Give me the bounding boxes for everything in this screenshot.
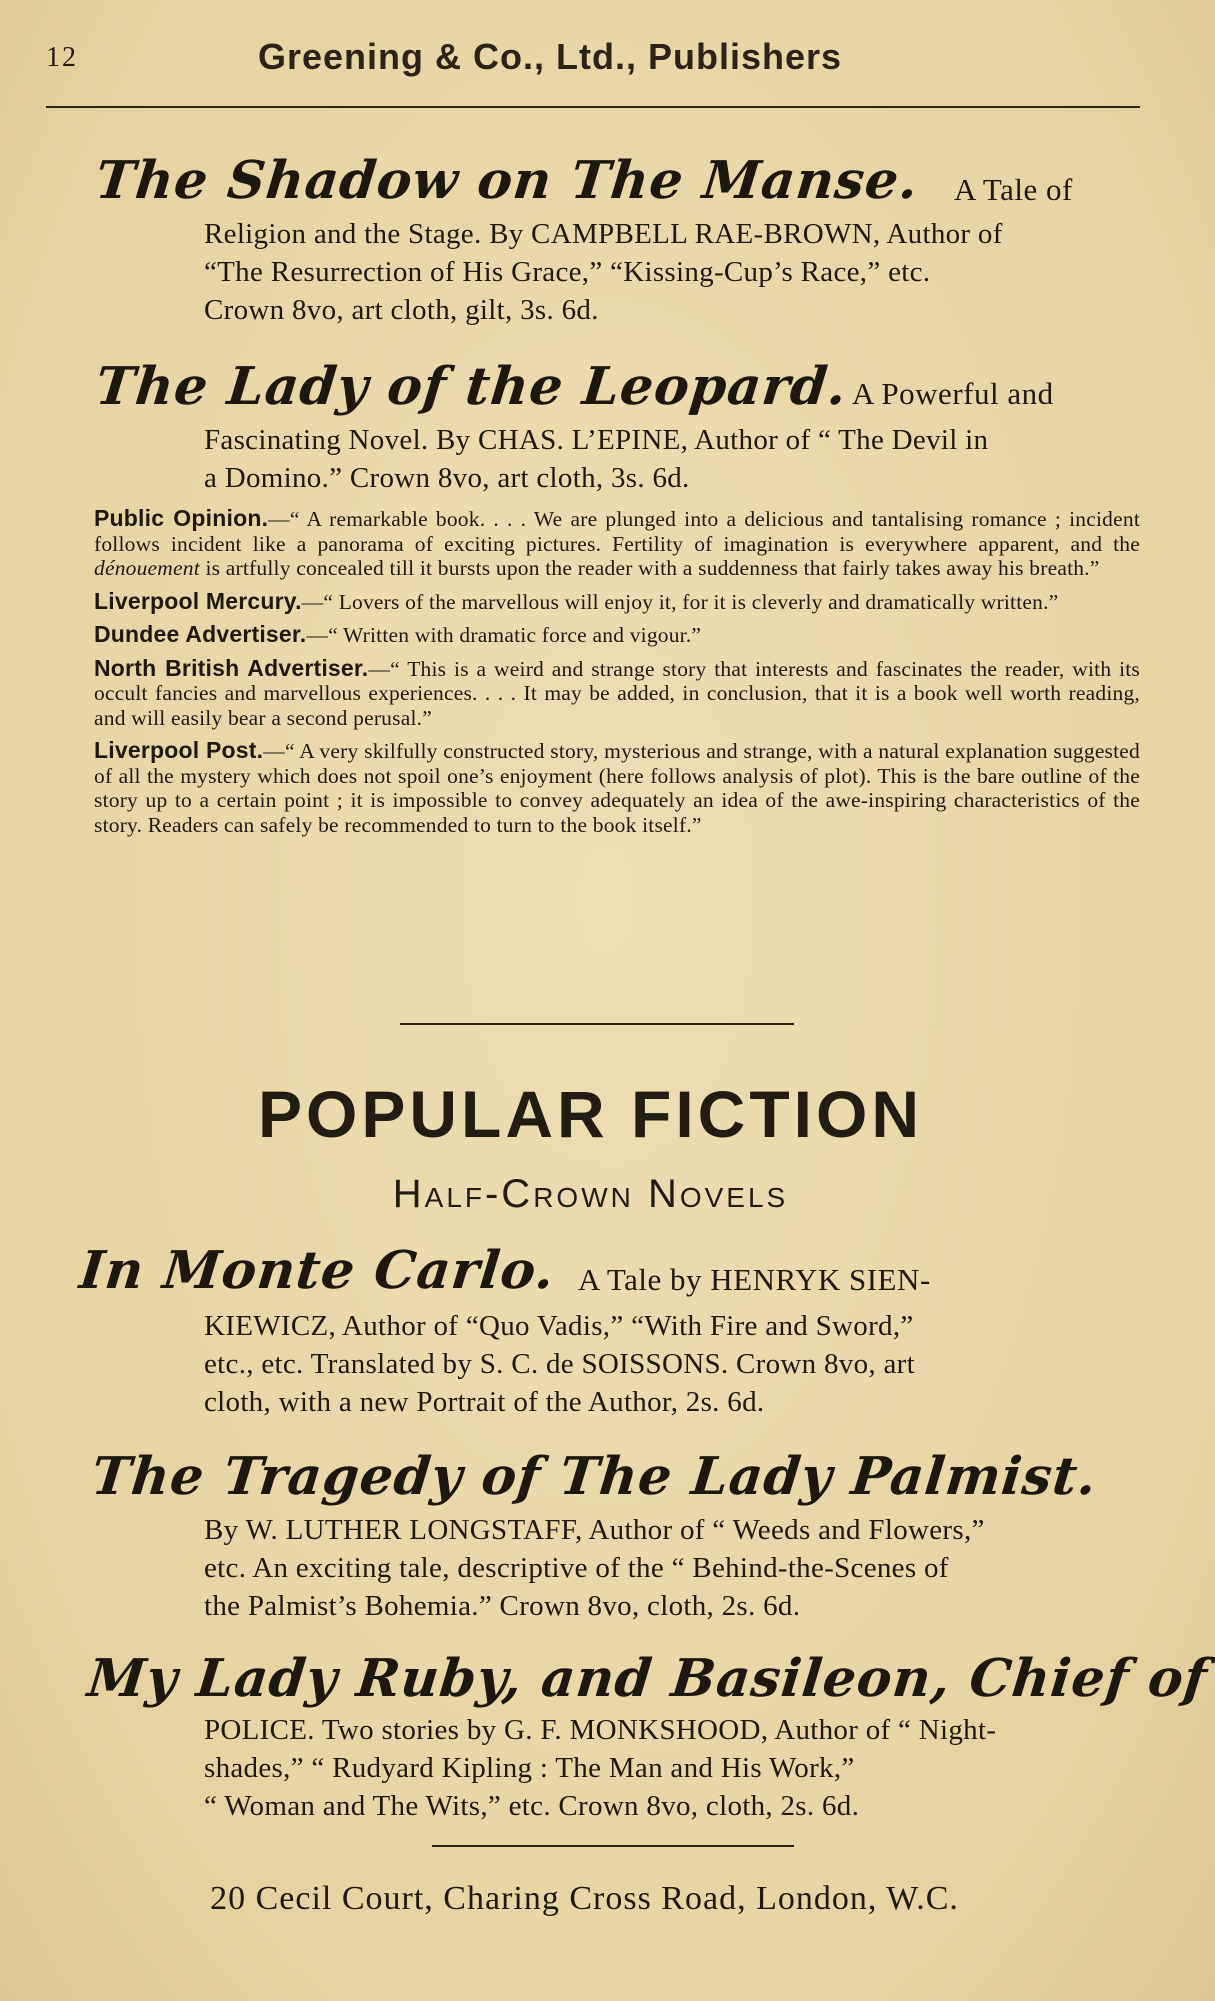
review-item — [94, 622, 1140, 648]
book-description-line: “The Resurrection of His Grace,” “Kissing-Cup’s Race,” etc. — [204, 256, 931, 288]
review-source: North British Advertiser. — [94, 654, 369, 681]
review-item — [94, 506, 1140, 581]
section-divider — [400, 1023, 794, 1025]
publisher-heading: Greening & Co., Ltd., Publishers — [258, 36, 843, 77]
book-title: My Lady Ruby, and Basileon, Chief of — [84, 1648, 1211, 1709]
book-title: The Lady of the Leopard. — [92, 356, 851, 417]
review-text-continued: is artfully concealed till it bursts upon the reader with a suddenness that fairly takes away his breath.” — [199, 556, 1100, 580]
publisher-address: 20 Cecil Court, Charing Cross Road, London, W.C. — [210, 1880, 959, 1917]
section-subtitle: Half-Crown Novels — [392, 1172, 789, 1216]
book-description-line: Crown 8vo, art cloth, gilt, 3s. 6d. — [204, 294, 599, 326]
page-number: 12 — [46, 42, 78, 73]
section-title: POPULAR FICTION — [258, 1077, 923, 1151]
review-text: —“ A remarkable book. . . . We are plunged into a delicious and tantalising romance ; incident follows incident like a panorama of exciting pictures. Fertility of imagination is everywhere apparent, and the — [94, 507, 1140, 556]
review-text: —“ A very skilfully constructed story, mysterious and strange, with a natural explanation suggested of all the mystery which does not spoil one’s enjoyment (here follows analysis of plot). This is the bare outline of the story up to a certain point ; it is impossible to convey adequately an idea of the awe-inspiring characteristics of the story. Readers can safely be recommended to turn to the book itself.” — [94, 739, 1140, 837]
book-title: In Monte Carlo. — [76, 1240, 558, 1301]
book-description-line: shades,” “ Rudyard Kipling : The Man and His Work,” — [204, 1752, 855, 1784]
book-description-line: cloth, with a new Portrait of the Author, 2s. 6d. — [204, 1386, 765, 1418]
review-source: Liverpool Post. — [94, 737, 264, 763]
book-lead-text: A Tale by HENRYK SIEN- — [578, 1262, 931, 1297]
footer-divider — [432, 1845, 794, 1847]
book-title-line — [76, 1240, 558, 1301]
book-title: The Tragedy of The Lady Palmist. — [88, 1446, 1101, 1507]
press-reviews — [94, 506, 1140, 845]
book-description-line: etc., etc. Translated by S. C. de SOISSONS. Crown 8vo, art — [204, 1348, 915, 1380]
review-item — [94, 738, 1140, 837]
book-description-line: Religion and the Stage. By CAMPBELL RAE-BROWN, Author of — [204, 218, 1003, 250]
book-lead-text: A Powerful and — [852, 376, 1054, 411]
review-text: —“ This is a weird and strange story that interests and fascinates the reader, with its occult fancies and marvellous experiences. . . . It may be added, in conclusion, that it is a book well worth reading, and will easily bear a second perusal.” — [94, 656, 1140, 730]
book-description-line: Fascinating Novel. By CHAS. L’EPINE, Author of “ The Devil in — [204, 424, 989, 456]
review-source: Liverpool Mercury. — [94, 587, 302, 614]
book-title: The Shadow on The Manse. — [92, 150, 922, 211]
book-title-line — [84, 1648, 1211, 1709]
book-lead-text: A Tale of — [954, 172, 1073, 207]
book-title-line — [92, 356, 851, 417]
page-header — [46, 36, 1141, 76]
book-title-line — [88, 1446, 1101, 1507]
review-source: Public Opinion. — [94, 505, 269, 531]
book-description-line: POLICE. Two stories by G. F. MONKSHOOD, Author of “ Night- — [204, 1714, 997, 1746]
book-description-line: the Palmist’s Bohemia.” Crown 8vo, cloth, 2s. 6d. — [204, 1590, 801, 1622]
book-title-line — [92, 150, 922, 211]
review-text: —“ Lovers of the marvellous will enjoy it, for it is cleverly and dramatically written.” — [301, 589, 1059, 614]
book-description-line: a Domino.” Crown 8vo, art cloth, 3s. 6d. — [204, 462, 690, 494]
book-description-line: etc. An exciting tale, descriptive of the “ Behind-the-Scenes of — [204, 1552, 949, 1584]
header-divider — [46, 106, 1140, 108]
book-description-line: “ Woman and The Wits,” etc. Crown 8vo, cloth, 2s. 6d. — [204, 1790, 860, 1822]
review-item — [94, 589, 1140, 615]
review-item — [94, 656, 1140, 731]
book-description-line: KIEWICZ, Author of “Quo Vadis,” “With Fire and Sword,” — [204, 1310, 914, 1342]
review-text: —“ Written with dramatic force and vigour.” — [306, 623, 702, 647]
review-source: Dundee Advertiser. — [94, 621, 307, 647]
review-emphasis: dénouement — [94, 556, 200, 580]
book-description-line: By W. LUTHER LONGSTAFF, Author of “ Weeds and Flowers,” — [204, 1514, 985, 1546]
